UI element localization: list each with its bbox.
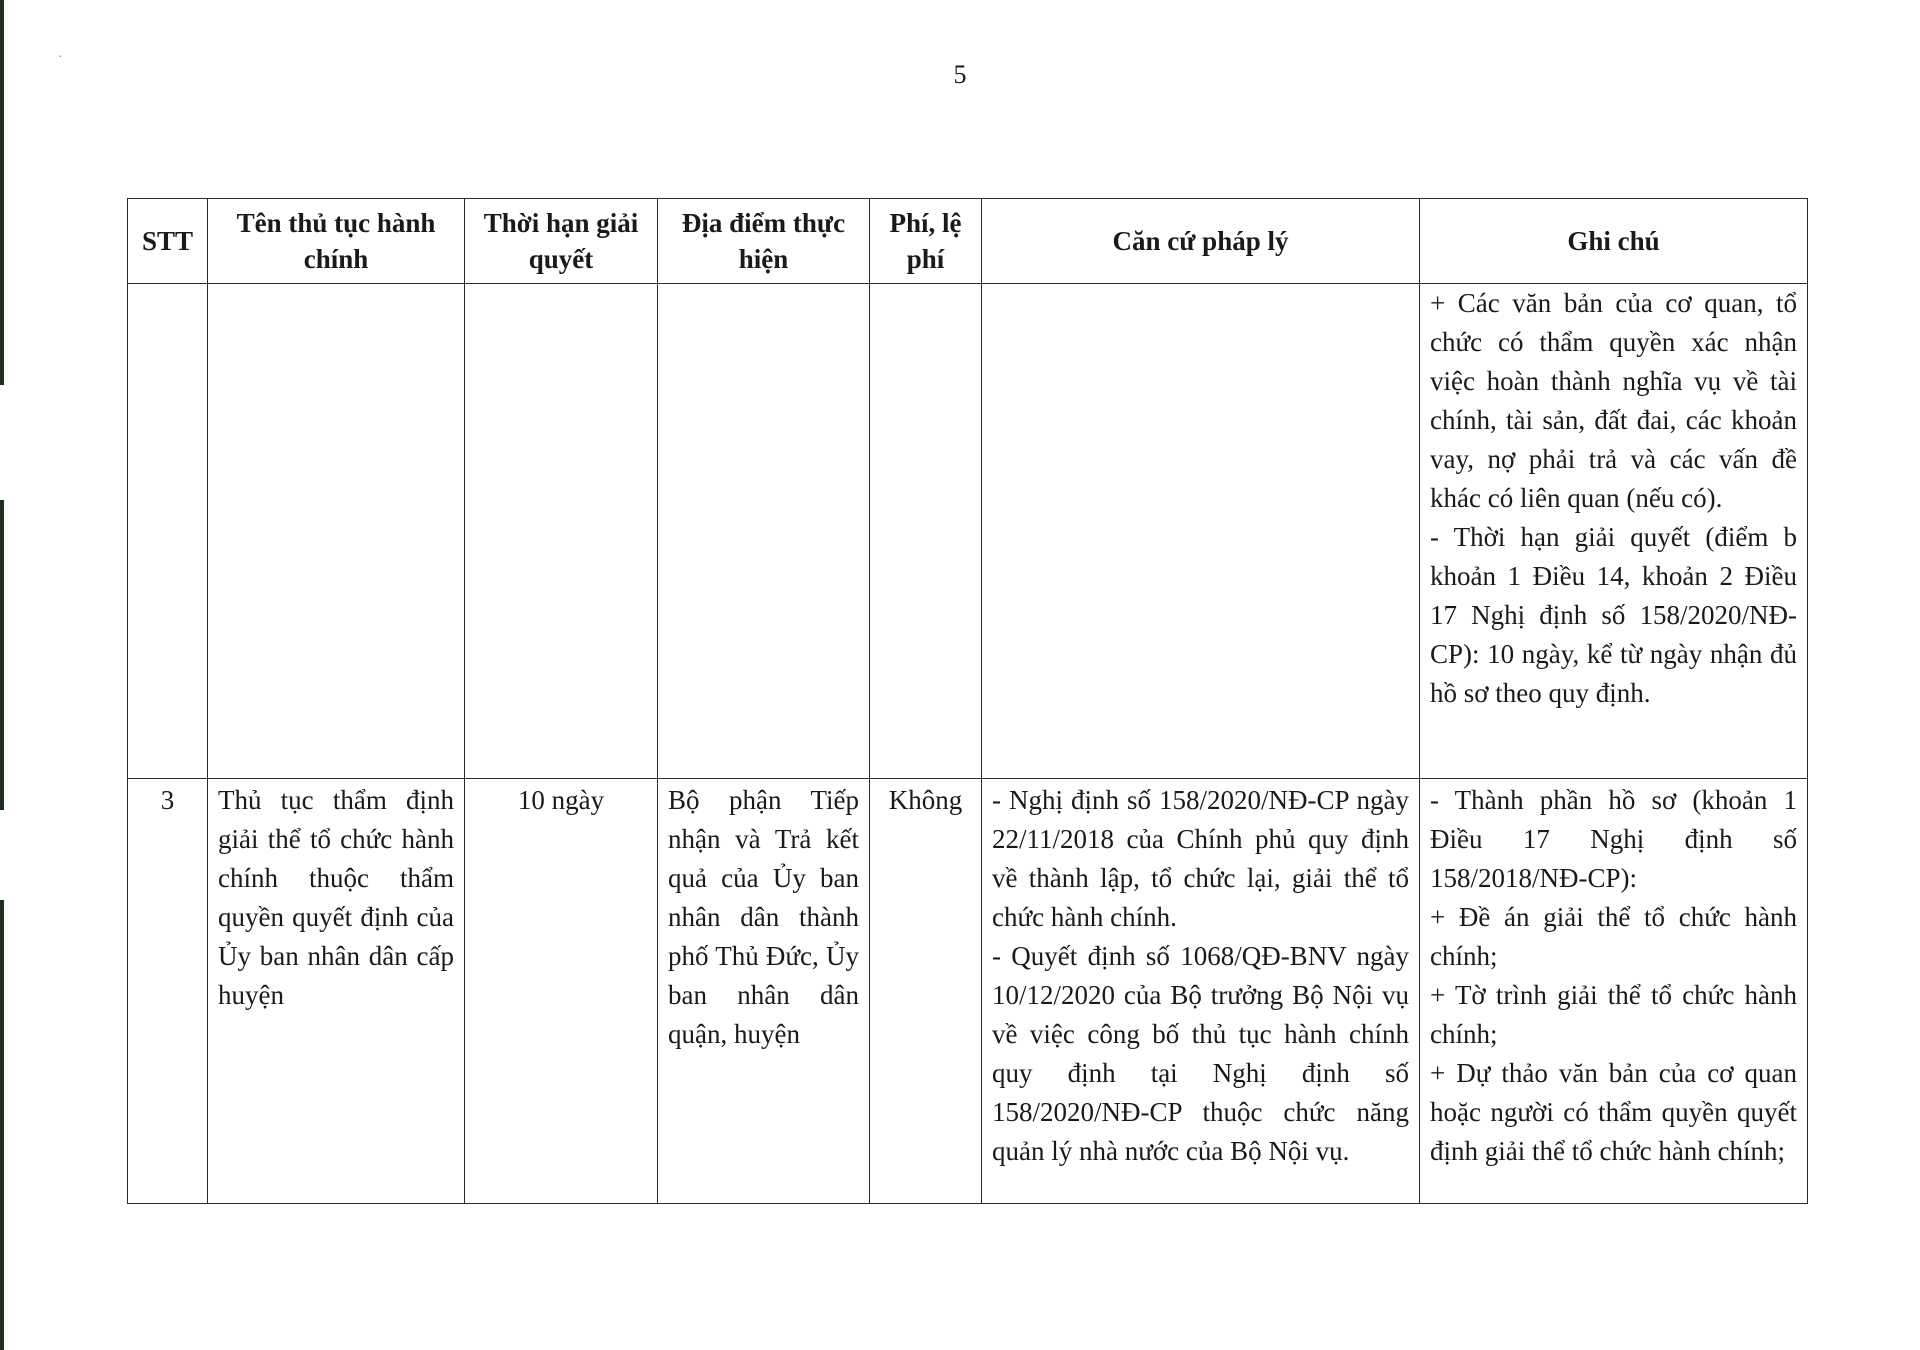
time-limit: 10 ngày bbox=[465, 779, 658, 1204]
scan-speck: · bbox=[58, 50, 63, 65]
notes-cell bbox=[1420, 284, 1808, 779]
header-location: Địa điểm thực hiện bbox=[658, 199, 870, 284]
header-notes: Ghi chú bbox=[1420, 199, 1808, 284]
legal-paragraph: - Quyết định số 1068/QĐ-BNV ngày 10/12/2020 của Bộ trưởng Bộ Nội vụ về việc công bố thủ tục hành chính quy định tại Nghị định số 158/2020/NĐ-CP thuộc chức năng quản lý nhà nước của Bộ Nội vụ. bbox=[992, 941, 1409, 1166]
header-fee: Phí, lệ phí bbox=[870, 199, 982, 284]
table-header-row bbox=[128, 199, 1808, 284]
header-procedure-name: Tên thủ tục hành chính bbox=[208, 199, 465, 284]
legal-paragraph: - Nghị định số 158/2020/NĐ-CP ngày 22/11/2018 của Chính phủ quy định về thành lập, tổ chức lại, giải thể tổ chức hành chính. bbox=[992, 785, 1409, 932]
table-cell bbox=[208, 284, 465, 779]
procedure-table bbox=[127, 198, 1808, 1204]
note-paragraph: + Các văn bản của cơ quan, tổ chức có thẩm quyền xác nhận việc hoàn thành nghĩa vụ về tài chính, tài sản, đất đai, các khoản vay, nợ phải trả và các vấn đề khác có liên quan (nếu có). bbox=[1430, 288, 1797, 513]
header-stt: STT bbox=[128, 199, 208, 284]
note-paragraph: + Tờ trình giải thể tổ chức hành chính; bbox=[1430, 980, 1797, 1049]
scan-edge-mark bbox=[0, 500, 4, 810]
scan-edge-mark bbox=[0, 0, 4, 385]
header-time-limit: Thời hạn giải quyết bbox=[465, 199, 658, 284]
note-paragraph: - Thời hạn giải quyết (điểm b khoản 1 Điều 14, khoản 2 Điều 17 Nghị định số 158/2020/NĐ-CP): 10 ngày, kể từ ngày nhận đủ hồ sơ theo quy định. bbox=[1430, 522, 1797, 708]
legal-basis-cell bbox=[982, 779, 1420, 1204]
table-cell bbox=[870, 284, 982, 779]
table-row bbox=[128, 284, 1808, 779]
procedure-name: Thủ tục thẩm định giải thể tổ chức hành chính thuộc thẩm quyền quyết định của Ủy ban nhân dân cấp huyện bbox=[208, 779, 465, 1204]
table-cell bbox=[128, 284, 208, 779]
table-cell bbox=[465, 284, 658, 779]
page-number: 5 bbox=[953, 60, 967, 89]
note-paragraph: - Thành phần hồ sơ (khoản 1 Điều 17 Nghị định số 158/2018/NĐ-CP): bbox=[1430, 785, 1797, 893]
note-paragraph: + Dự thảo văn bản của cơ quan hoặc người có thẩm quyền quyết định giải thể tổ chức hành chính; bbox=[1430, 1058, 1797, 1166]
table-row bbox=[128, 779, 1808, 1204]
scan-edge-mark bbox=[0, 900, 4, 1350]
table-cell bbox=[982, 284, 1420, 779]
table-cell bbox=[658, 284, 870, 779]
location: Bộ phận Tiếp nhận và Trả kết quả của Ủy ban nhân dân thành phố Thủ Đức, Ủy ban nhân dân quận, huyện bbox=[658, 779, 870, 1204]
row-stt: 3 bbox=[128, 779, 208, 1204]
header-legal-basis: Căn cứ pháp lý bbox=[982, 199, 1420, 284]
fee: Không bbox=[870, 779, 982, 1204]
note-paragraph: + Đề án giải thể tổ chức hành chính; bbox=[1430, 902, 1797, 971]
notes-cell bbox=[1420, 779, 1808, 1204]
